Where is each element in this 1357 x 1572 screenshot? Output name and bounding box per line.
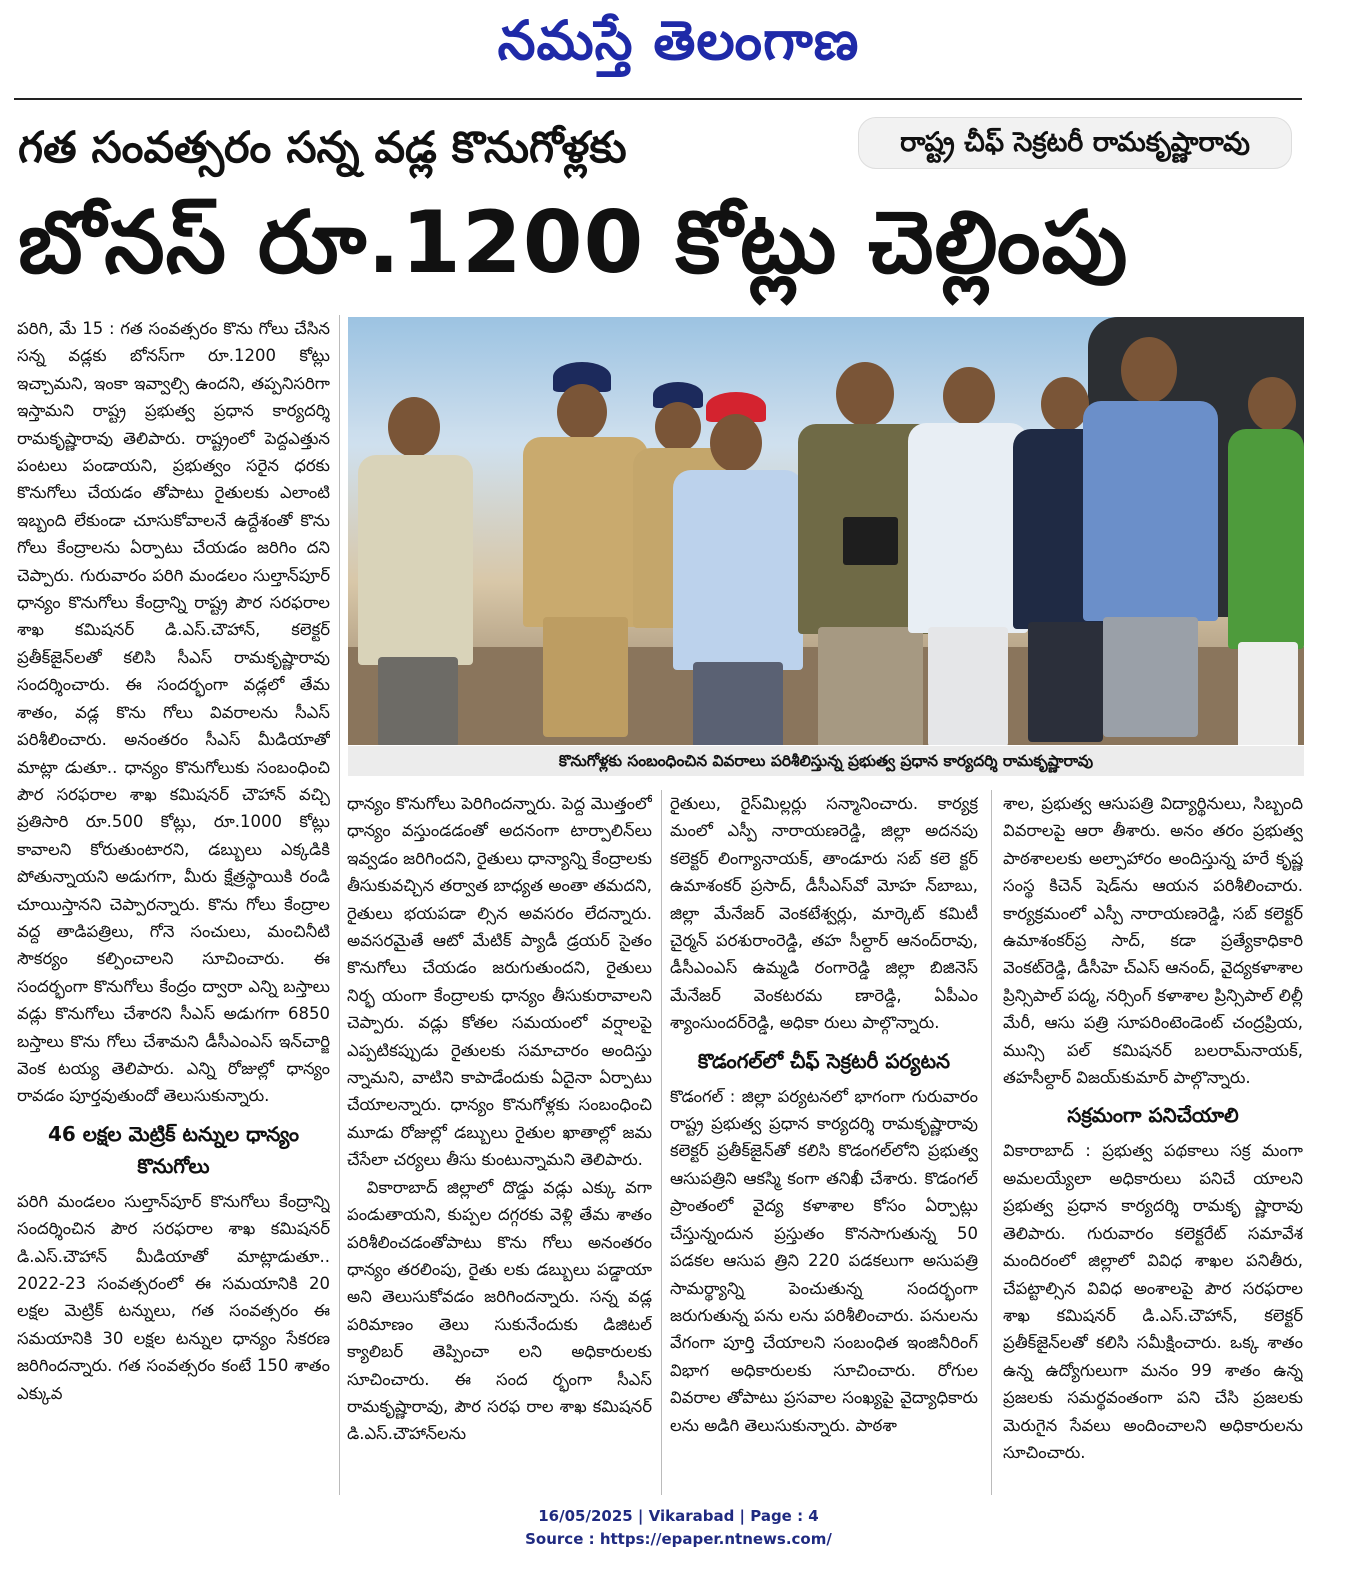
top-rule (14, 98, 1302, 100)
paragraph: వికారాబాద్ : ప్రభుత్వ పథకాలు సక్ర మంగా అమలయ్యేలా అధికారులు పనిచే యాలని ప్రభుత్వ ప్రధాన కార్యదర్శి రామకృ ష్ణారావు తెలిపారు. గురువారం కలెక్టరేట్ సమావేశ మందిరంలో జిల్లాలో వివిధ శాఖల పనితీరు, చేపట్టాల్సిన వివిధ అంశాలపై పౌర సరఫరాల శాఖ కమిషనర్ డి.ఎస్.చౌహాన్, కలెక్టర్ ప్రతీక్‌జైన్‌లతో కలిసి సమీక్షించారు. ఒక్క శాతం ఉన్న ఉద్యోగులుగా మనం 99 శాతం ఉన్న ప్రజలకు సమర్థవంతంగా పని చేసి ప్రజలకు మెరుగైన సేవలు అందించాలని అధికారులను సూచించారు. (1003, 1141, 1303, 1462)
article-column-1 (17, 315, 330, 1500)
photo-caption: కొనుగోళ్లకు సంబంధించిన వివరాలు పరిశీలిస్తున్న ప్రభుత్వ ప్రధాన కార్యదర్శి రామకృష్ణారావు (348, 746, 1304, 776)
paragraph: కొడంగల్ : జిల్లా పర్యటనలో భాగంగా గురువారం రాష్ట్ర ప్రభుత్వ ప్రధాన కార్యదర్శి రామకృష్ణారావు కలెక్టర్ ప్రతీక్‌జైన్‌తో కలిసి కొడంగల్‌లోని ప్రభుత్వ ఆసుపత్రిని ఆకస్మి కంగా తనిఖీ చేశారు. కొడంగల్ ప్రాంతంలో వైద్య కళాశాల కోసం ఏర్పాట్లు చేస్తున్నందున ప్రస్తుతం కొనసాగుతున్న 50 పడకల ఆసుప త్రిని 220 పడకలుగా అసుపత్రి సామర్థ్యాన్ని పెంచుతున్న సందర్భంగా జరుగుతున్న పను లను పరిశీలించారు. పనులను వేగంగా పూర్తి చేయాలని సంబంధిత ఇంజినీరింగ్ విభాగ అధికారులకు సూచించారు. రోగుల వివరాల తోపాటు ప్రసవాల సంఖ్యపై వైద్యాధికారు లను అడిగి తెలుసుకున్నారు. పాఠశా (670, 1086, 978, 1435)
column-divider (339, 315, 340, 1495)
paragraph: శాల, ప్రభుత్వ ఆసుపత్రి విద్యార్థినులు, సిబ్బంది వివరాలపై ఆరా తీశారు. అనం తరం ప్రభుత్వ పాఠశాలలకు అల్పాహారం అందిస్తున్న హరే కృష్ణ సంస్థ కిచెన్ షెడ్‌ను ఆయన పరిశీలించారు. కార్యక్రమంలో ఎస్పీ నారాయణరెడ్డి, సబ్ కలెక్టర్ ఉమాశంకర్‌ప్ర సాద్, కడా ప్రత్యేకాధికారి వెంకట్‌రెడ్డి, డీసీహె చ్‌ఎస్ ఆనంద్, వైద్యకళాశాల ప్రిన్సిపాల్ పద్మ, నర్సింగ్ కళాశాల ప్రిన్సిపాల్ లిల్లీ మేరీ, ఆసు పత్రి సూపరింటెండెంట్ చంద్రప్రియ, మున్సి పల్ కమిషనర్ బలరామ్‌నాయక్, తహసీల్దార్ విజయ్‌కుమార్ పాల్గొన్నారు. (1003, 794, 1303, 1088)
subheading: సక్రమంగా పనిచేయాలి (1067, 1103, 1239, 1128)
subheading: 46 లక్షల మెట్రిక్ టన్నుల ధాన్యం కొనుగోలు (47, 1121, 299, 1178)
kicker-box: రాష్ట్ర చీఫ్ సెక్రటరీ రామకృష్ణారావు (858, 117, 1292, 169)
paragraph: ధాన్యం కొనుగోలు పెరిగిందన్నారు. పెద్ద మొత్తంలో ధాన్యం వస్తుండడంతో అదనంగా టార్పాలిన్‌లు ఇవ్వడం జరిగిందని, రైతులు ధాన్యాన్ని కేంద్రాలకు తీసుకువచ్చిన తర్వాత బాధ్యత అంతా తమదని, రైతులు భయపడా ల్సిన అవసరం లేదన్నారు. అవసరమైతే ఆటో మేటిక్ ప్యాడీ డ్రయర్ సైతం కొనుగోలు చేయడం జరుగుతుందని, రైతులు నిర్భ యంగా కేంద్రాలకు ధాన్యం తీసుకురావాలని చెప్పారు. వడ్లు కోతల సమయంలో వర్షాలపై ఎప్పటికప్పుడు రైతులకు సమాచారం అందిస్తు న్నామని, వాటిని కాపాడేందుకు ఏదైనా ఏర్పాటు చేయాలన్నారు. ధాన్యం కొనుగోళ్లకు సంబంధించి మూడు రోజుల్లో డబ్బులు రైతుల ఖాతాల్లో జమ చేసేలా చర్యలు తీసు కుంటున్నామని తెలిపారు. (347, 794, 652, 1170)
paragraph: పరిగి, మే 15 : గత సంవత్సరం కొను గోలు చేసిన సన్న వడ్లకు బోనస్‌గా రూ.1200 కోట్లు ఇచ్చామని, ఇంకా ఇవ్వాల్సి ఉందని, తప్పనిసరిగా ఇస్తామని రాష్ట్ర ప్రభుత్వ ప్రధాన కార్యదర్శి రామకృష్ణారావు తెలిపారు. రాష్ట్రంలో పెద్దఎత్తున పంటలు పండాయని, ప్రభుత్వం సరైన ధరకు కొనుగోలు చేయడం తోపాటు రైతులకు ఎలాంటి ఇబ్బంది లేకుండా చూసుకోవాలనే ఉద్దేశంతో కొను గోలు కేంద్రాలను ఏర్పాటు చేయడం జరిగిం దని చెప్పారు. గురువారం పరిగి మండలం సుల్తాన్‌పూర్ ధాన్యం కొనుగోలు కేంద్రాన్ని రాష్ట్ర పౌర సరఫరాల శాఖ కమిషనర్ డి.ఎస్.చౌహాన్, కలెక్టర్ ప్రతీక్‌జైన్‌లతో కలిసి సీఎస్ రామకృష్ణారావు సందర్శించారు. ఈ సందర్భంగా వడ్లలో తేమ శాతం, వడ్ల కొను గోలు వివరాలను సీఎస్ పరిశీలించారు. అనంతరం సీఎస్ మీడియాతో మాట్లా డుతూ.. ధాన్యం కొనుగోలుకు సంబంధించి పౌర సరఫరాల శాఖ కమిషనర్ చౌహాన్ వచ్చి ప్రతిసారి రూ.500 కోట్లు, రూ.1000 కోట్లు కావాలని కోరుతుంటారని, డబ్బులు ఎక్కడికి పోతున్నాయని అడుగగా, మీరు క్షేత్రస్థాయికి రండి చూయిస్తానని చెప్పారన్నారు. కొను గోలు కేంద్రాల వద్ద తాడిపత్రిలు, గోనె సంచులు, మంచినీటి సౌకర్యం కల్పించాలని సూచించారు. ఈ సందర్భంగా కొనుగోలు కేంద్రం ద్వారా ఎన్ని బస్తాలు వడ్లు కొనుగోలు చేశారని సీఎస్ అడుగగా 6850 బస్తాలు కొను గోలు చేశామని డీసీఎంఎస్ ఇన్‌చార్జి వెంక టయ్య తెలిపారు. ఎన్ని రోజుల్లో ధాన్యం రావడం పూర్తవుతుందో తెలుసుకున్నారు. (17, 319, 330, 1106)
paragraph: పరిగి మండలం సుల్తాన్‌పూర్ కొనుగోలు కేంద్రాన్ని సందర్శించిన పౌర సరఫరాల శాఖ కమిషనర్ డి.ఎస్.చౌహాన్ మీడియాతో మాట్లాడుతూ.. 2022-23 సంవత్సరంలో ఈ సమయానికి 20 లక్షల మెట్రిక్ టన్నులు, గత సంవత్సరం ఈ సమయానికి 30 లక్షల టన్నుల ధాన్యం సేకరణ జరిగిందన్నారు. గత సంవత్సరం కంటే 150 శాతం ఎక్కువ (17, 1191, 330, 1403)
subheading: కొడంగల్‌లో చీఫ్ సెక్రటరీ పర్యటన (697, 1048, 951, 1073)
column-divider (661, 790, 662, 1495)
article-column-4 (1003, 790, 1303, 1500)
article-column-3 (670, 790, 978, 1500)
page-footer (0, 1505, 1357, 1551)
masthead-logo: నమస్తే తెలంగాణ (497, 8, 860, 72)
source-link[interactable]: Source : https://epaper.ntnews.com/ (525, 1530, 832, 1548)
headline-top: గత సంవత్సరం సన్న వడ్ల కొనుగోళ్లకు (18, 123, 627, 173)
moisture-meter (843, 517, 898, 565)
news-photo (348, 317, 1304, 745)
article-column-2 (347, 790, 652, 1500)
headline-main: బోనస్ రూ.1200 కోట్లు చెల్లింపు (18, 193, 1129, 293)
column-divider (991, 790, 992, 1495)
edition-info: 16/05/2025 | Vikarabad | Page : 4 (538, 1507, 819, 1525)
paragraph: వికారాబాద్ జిల్లాలో దొడ్డు వడ్లు ఎక్కు వగా పండుతాయని, కుప్పల దగ్గరకు వెళ్లి తేమ శాతం పరిశీలించడంతోపాటు కొను గోలు అనంతరం ధాన్యం తరలింపు, రైతు లకు డబ్బులు పడ్డాయా అని తెలుసుకోవడం జరిగిందన్నారు. సన్న వడ్ల పరిమాణం తెలు సుకునేందుకు డిజిటల్ క్యాలిబర్ తెప్పించా లని అధికారులకు సూచించారు. ఈ సంద ర్భంగా సీఎస్ రామకృష్ణారావు, పౌర సరఫ రాల శాఖ కమిషనర్ డి.ఎస్.చౌహాన్‌లను (347, 1177, 652, 1444)
paragraph: రైతులు, రైస్‌మిల్లర్లు సన్మానించారు. కార్యక్ర మంలో ఎస్పీ నారాయణరెడ్డి, జిల్లా అదనపు కలెక్టర్ లింగ్యానాయక్, తాండూరు సబ్ కలె క్టర్ ఉమాశంకర్ ప్రసాద్, డీసీఎస్‌వో మోహ న్‌బాబు, జిల్లా మేనేజర్ వెంకటేశ్వర్లు, మార్కెట్ కమిటీ చైర్మన్ పరశురాంరెడ్డి, తహ సీల్దార్ ఆనంద్‌రావు, డీసీఎంఎస్ ఉమ్మడి రంగారెడ్డి జిల్లా బిజినెస్ మేనేజర్ వెంకటరమ ణారెడ్డి, ఏపీఎం శ్యాంసుందర్‌రెడ్డి, అధికా రులు పాల్గొన్నారు. (670, 794, 978, 1033)
